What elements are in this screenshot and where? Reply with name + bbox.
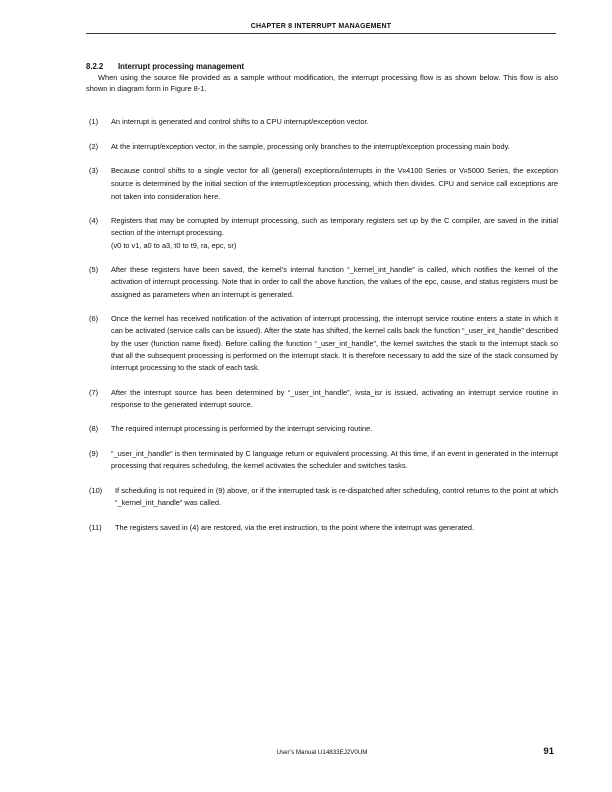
list-item xyxy=(86,485,558,509)
subscript: R xyxy=(464,169,468,176)
subscript: R xyxy=(402,169,407,176)
step-label: (8) xyxy=(89,424,99,434)
section-title: Interrupt processing management xyxy=(118,62,245,71)
list-item xyxy=(86,448,558,472)
section-intro: When using the source file provided as a sample without modification, the interrupt processing flow is as shown below. This flow is also shown in diagram form in Figure 8-1. xyxy=(86,73,558,93)
list-item xyxy=(86,116,558,128)
page-footer xyxy=(86,746,558,760)
step-label: (6) xyxy=(89,314,99,324)
step-text: If scheduling is not required in (9) above, or if the interrupted task is re-dispatched after scheduling, control returns to the point at which “_kernel_int_handle” was called. xyxy=(115,485,558,507)
step-label: (2) xyxy=(89,141,99,151)
list-item xyxy=(86,165,558,203)
step-label: (7) xyxy=(89,387,99,397)
step-label: (9) xyxy=(89,448,99,458)
step-text: The required interrupt processing is performed by the interrupt servicing routine. xyxy=(111,424,373,434)
step-label: (4) xyxy=(89,216,99,226)
step-text xyxy=(111,215,558,252)
step-label: (5) xyxy=(89,265,99,275)
section-number: 8.2.2 xyxy=(86,62,104,71)
list-item xyxy=(86,423,558,435)
list-item xyxy=(86,387,558,411)
list-item xyxy=(86,215,558,252)
step-text-part: Because control shifts to a single vector for all (general) exceptions/interrupts in the V xyxy=(111,166,403,176)
step-text: At the interrupt/exception vector, in the sample, processing only branches to the interrupt/exception processing main body. xyxy=(111,141,510,151)
step-text-part: 5000 Series, the exception source is determined by the initial section of the interrupt/exception processing, which then divides. CPU and service call exceptions are not taken into consideration here. xyxy=(111,166,559,201)
list-item xyxy=(86,141,558,153)
step-label: (3) xyxy=(89,166,99,176)
step-label: (11) xyxy=(89,522,102,532)
register-list: (v0 to v1, a0 to a3, t0 to t9, ra, epc, sr) xyxy=(111,240,237,250)
step-text-part: 4100 Series or V xyxy=(406,166,465,176)
list-item xyxy=(86,264,558,301)
step-text: Once the kernel has received notification of the activation of interrupt processing, the interrupt service routine enters a state in which it can be activated (service calls can be issued). After the state has shifted, the kernel calls back the function “_user_int_handle” described by the user (function name fixed). Before calling the function “_user_int_handle”, the kernel switches the stack to the interrupt stack so that all the subsequent processing is performed on the interrupt stack. It is therefore necessary to add the size of the stack consumed by interrupt processing to the stack of each task. xyxy=(111,314,558,372)
step-text: “_user_int_handle” is then terminated by C language return or equivalent processing. At this time, if an event in generated in the interrupt processing that requires scheduling, the kernel activates the scheduler and switches tasks. xyxy=(111,448,558,471)
step-label: (1) xyxy=(89,117,99,126)
list-item xyxy=(86,522,558,534)
processing-steps-list xyxy=(86,116,558,546)
step-text: After these registers have been saved, the kernel’s internal function “_kernel_int_handle” is called, which notifies the kernel of the activation of interrupt processing. Note that in order to call the above function, the values of the epc, cause, and status registers must be assigned as parameters when an interrupt is generated. xyxy=(111,265,558,299)
step-text: After the interrupt source has been determined by “_user_int_handle”, ivsta_isr is issued, activating an interrupt service routine in response to the generated interrupt source. xyxy=(111,387,558,409)
header-rule xyxy=(86,33,556,34)
list-item xyxy=(86,313,558,374)
step-text: The registers saved in (4) are restored, via the eret instruction, to the point where the interrupt was generated. xyxy=(115,522,475,532)
step-text: An interrupt is generated and control shifts to a CPU interrupt/exception vector. xyxy=(111,117,369,126)
step-text-part: Registers that may be corrupted by interrupt processing, such as temporary registers set up by the C compiler, are saved in the initial section of the interrupt processing. xyxy=(111,216,558,238)
section-heading xyxy=(86,62,244,71)
document-id: User’s Manual U14833EJ2V0UM xyxy=(276,749,368,756)
step-text xyxy=(111,165,558,203)
page-number: 91 xyxy=(543,746,554,757)
step-label: (10) xyxy=(89,485,103,495)
chapter-header: CHAPTER 8 INTERRUPT MANAGEMENT xyxy=(250,23,392,30)
